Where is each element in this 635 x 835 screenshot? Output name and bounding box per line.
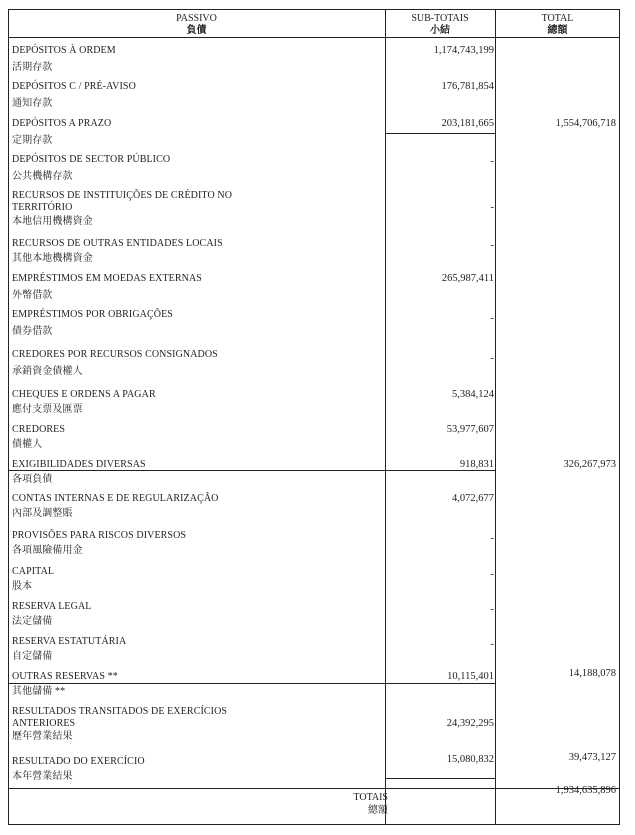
subtotal-rule xyxy=(385,683,495,684)
row-subtotal: 4,072,677 xyxy=(452,493,494,504)
row-total: 14,188,078 xyxy=(568,668,616,679)
row-label-pt: RESERVA LEGAL xyxy=(12,601,92,612)
row-subtotal: 15,080,832 xyxy=(446,754,494,765)
row-subtotal: - xyxy=(490,202,494,213)
row-label-zh: 其他儲備 ** xyxy=(12,686,66,697)
frame-bottom-border xyxy=(8,824,620,825)
row-subtotal: - xyxy=(490,353,494,364)
row-subtotal: - xyxy=(490,240,494,251)
row-label-zh: 外幣借款 xyxy=(12,290,53,301)
row-label-pt: DEPÓSITOS DE SECTOR PÚBLICO xyxy=(12,154,171,165)
row-label-pt: CHEQUES E ORDENS A PAGAR xyxy=(12,389,156,400)
frame-right-border xyxy=(619,9,620,825)
row-subtotal: 10,115,401 xyxy=(447,671,494,682)
row-label-pt: EMPRÉSTIMOS EM MOEDAS EXTERNAS xyxy=(12,273,202,284)
row-label-pt: EMPRÉSTIMOS POR OBRIGAÇÕES xyxy=(12,309,173,320)
balance-sheet-liabilities xyxy=(8,9,620,825)
row-label-pt: OUTRAS RESERVAS ** xyxy=(12,671,118,682)
row-label-pt: CAPITAL xyxy=(12,566,55,577)
row-label-zh: 公共機構存款 xyxy=(12,171,73,182)
totals-label-zh: 總額 xyxy=(368,805,388,816)
row-label-zh: 歷年營業結果 xyxy=(12,731,73,742)
row-label-pt: PROVISÕES PARA RISCOS DIVERSOS xyxy=(12,530,187,541)
subtotal-rule xyxy=(385,778,495,779)
row-label-zh: 承銷資金債權人 xyxy=(12,366,83,377)
row-label-zh: 其他本地機構資金 xyxy=(12,253,93,264)
row-label-zh: 法定儲備 xyxy=(12,616,53,627)
header-subtotals: SUB-TOTAIS 小結 xyxy=(411,13,469,36)
row-label-pt: CREDORES xyxy=(12,424,66,435)
row-total: 39,473,127 xyxy=(568,752,616,763)
row-subtotal: - xyxy=(490,639,494,650)
row-label-pt: RECURSOS DE INSTITUIÇÕES DE CRÉDITO NO TERRITÓRIO xyxy=(12,190,233,213)
column-divider-total xyxy=(495,9,496,825)
row-label-zh: 股本 xyxy=(12,581,33,592)
row-label-zh: 本地信用機構資金 xyxy=(12,216,93,227)
row-subtotal: 53,977,607 xyxy=(446,424,494,435)
row-subtotal: - xyxy=(490,533,494,544)
row-label-pt: EXIGIBILIDADES DIVERSAS xyxy=(12,459,146,470)
row-subtotal: 1,174,743,199 xyxy=(433,45,494,56)
row-label-zh: 內部及調整賬 xyxy=(12,508,73,519)
row-label-zh: 債權人 xyxy=(12,439,43,450)
row-subtotal: - xyxy=(490,569,494,580)
header-passivo: PASSIVO 負債 xyxy=(176,13,217,36)
row-label-pt: DEPÓSITOS A PRAZO xyxy=(12,118,112,129)
row-label-zh: 通知存款 xyxy=(12,98,53,109)
row-subtotal: 203,181,665 xyxy=(441,118,494,129)
totals-separator xyxy=(8,788,620,789)
totals-label-pt: TOTAIS xyxy=(353,792,388,803)
row-label-pt: CREDORES POR RECURSOS CONSIGNADOS xyxy=(12,349,218,360)
header-total: TOTAL 總額 xyxy=(541,13,574,36)
row-label-zh: 自定儲備 xyxy=(12,651,53,662)
row-subtotal: 24,392,295 xyxy=(446,718,494,729)
row-subtotal: 265,987,411 xyxy=(441,273,494,284)
row-subtotal: 176,781,854 xyxy=(441,81,494,92)
frame-left-border xyxy=(8,9,9,825)
row-label-pt: RESERVA ESTATUTÁRIA xyxy=(12,636,127,647)
row-subtotal: - xyxy=(490,604,494,615)
frame-top-border xyxy=(8,9,620,10)
totals-label xyxy=(353,791,388,817)
row-label-zh: 各項風險備用金 xyxy=(12,545,83,556)
row-subtotal: 5,384,124 xyxy=(452,389,494,400)
row-label-zh: 活期存款 xyxy=(12,62,53,73)
row-total: 326,267,973 xyxy=(563,459,616,470)
row-subtotal: - xyxy=(490,313,494,324)
row-label-zh: 應付支票及匯票 xyxy=(12,404,83,415)
row-label-pt: RESULTADOS TRANSITADOS DE EXERCÍCIOS ANTERIORES xyxy=(12,706,228,729)
subtotal-rule xyxy=(385,133,495,134)
row-label-pt: RECURSOS DE OUTRAS ENTIDADES LOCAIS xyxy=(12,238,223,249)
row-label-zh: 各項負債 xyxy=(12,474,53,485)
row-label-zh: 債券借款 xyxy=(12,326,53,337)
header-divider xyxy=(8,37,620,38)
row-subtotal: 918,831 xyxy=(459,459,494,470)
row-subtotal: - xyxy=(490,156,494,167)
row-label-zh: 本年營業結果 xyxy=(12,771,73,782)
row-total: 1,554,706,718 xyxy=(555,118,616,129)
row-label-pt: RESULTADO DO EXERCÍCIO xyxy=(12,756,145,767)
row-label-pt: CONTAS INTERNAS E DE REGULARIZAÇÃO xyxy=(12,493,219,504)
row-label-pt: DEPÓSITOS C / PRÉ-AVISO xyxy=(12,81,136,92)
row-label-zh: 定期存款 xyxy=(12,135,53,146)
totals-value: 1,934,635,896 xyxy=(555,785,616,796)
row-label-pt: DEPÓSITOS À ORDEM xyxy=(12,45,116,56)
